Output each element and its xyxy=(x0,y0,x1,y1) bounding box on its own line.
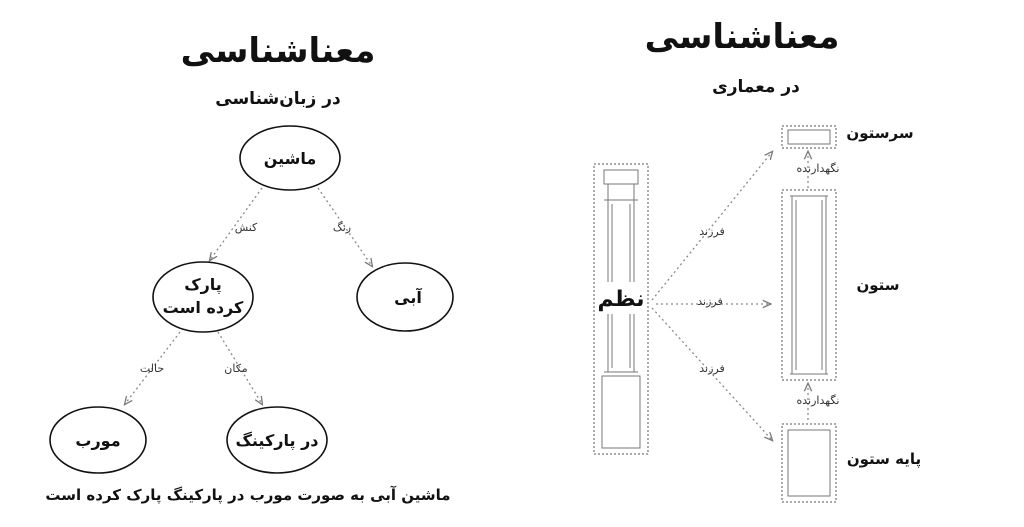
capital-part xyxy=(782,126,836,148)
node-parked-label-line1: پارک xyxy=(184,275,222,294)
architecture-panel xyxy=(594,17,921,502)
node-in-parking-label: در پارکینگ xyxy=(235,431,319,450)
base-label: پایه ستون xyxy=(846,450,922,468)
node-in-parking xyxy=(227,407,327,473)
order-label: نظم xyxy=(597,287,645,312)
node-blue-label: آبی xyxy=(394,288,422,307)
node-parked xyxy=(153,262,253,332)
order-column xyxy=(594,164,648,454)
edge-label-manner: حالت xyxy=(139,362,165,375)
capital-label: سرستون xyxy=(846,124,914,142)
edge-label-holder-bottom: نگهدارنده xyxy=(796,394,840,407)
edge-label-color: رنگ xyxy=(332,221,352,234)
base-part xyxy=(782,424,836,502)
shaft-part xyxy=(782,190,836,380)
architecture-title: معناشناسی xyxy=(644,17,840,57)
node-car xyxy=(240,126,340,190)
linguistics-title: معناشناسی xyxy=(180,31,376,71)
edge-label-action: کنش xyxy=(234,221,258,234)
edge-label-holder-top: نگهدارنده xyxy=(796,162,840,175)
edge-label-child-mid: فرزند xyxy=(697,295,723,308)
node-parked-label-line2: کرده است xyxy=(162,298,244,317)
linguistics-caption: ماشین آبی به صورت مورب در پارکینگ پارک کرده است xyxy=(45,486,451,504)
edge-label-child-top: فرزند xyxy=(699,225,725,238)
edge-label-place: مکان xyxy=(224,362,248,375)
linguistics-panel xyxy=(45,31,453,505)
node-car-label: ماشین xyxy=(263,149,317,168)
node-blue xyxy=(357,263,453,331)
edge-label-child-bottom: فرزند xyxy=(699,362,725,375)
node-diagonal xyxy=(50,407,146,473)
shaft-label: ستون xyxy=(856,276,900,294)
architecture-subtitle: در معماری xyxy=(712,77,800,97)
node-diagonal-label: مورب xyxy=(75,431,121,450)
linguistics-subtitle: در زبان‌شناسی xyxy=(215,89,341,109)
